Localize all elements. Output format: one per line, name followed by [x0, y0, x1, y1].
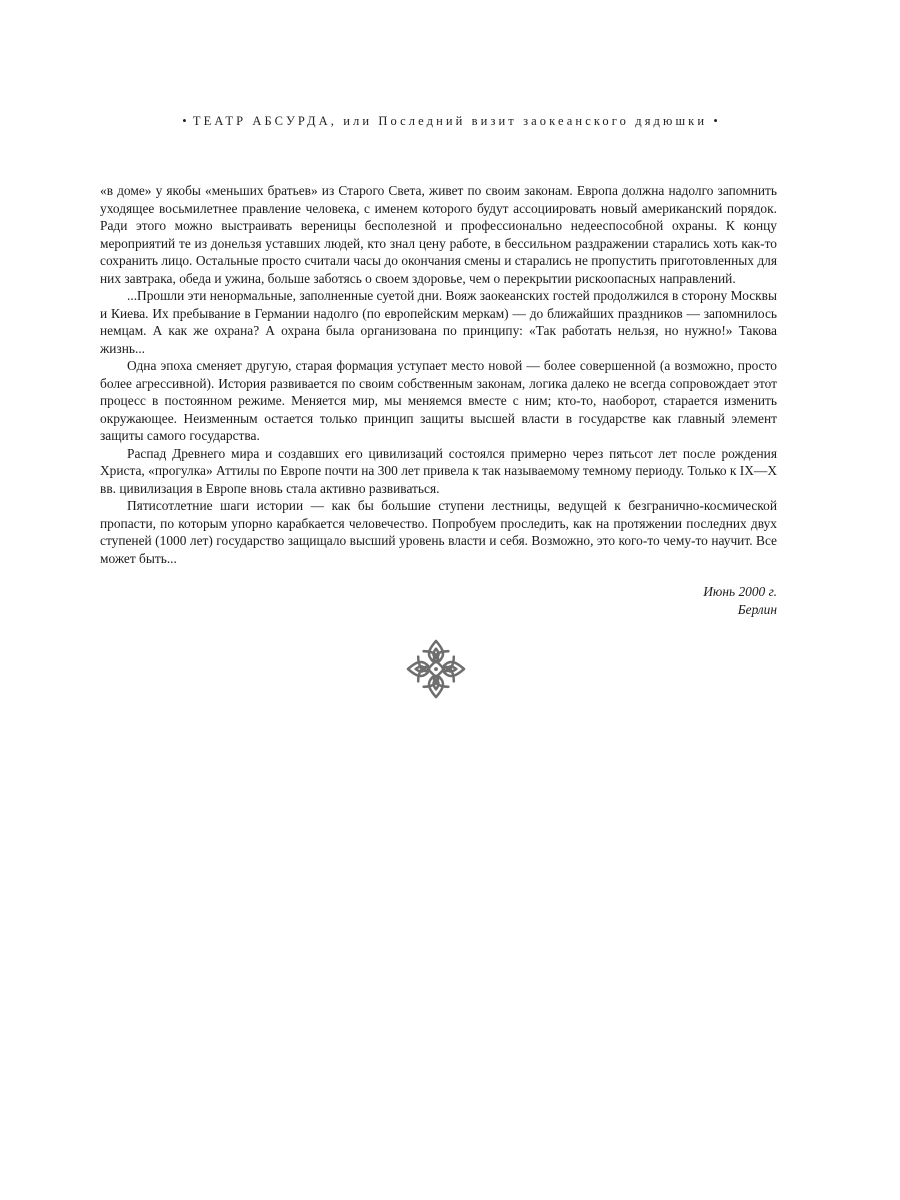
signature-date: Июнь 2000 г. — [703, 584, 777, 599]
running-head — [0, 114, 900, 129]
running-head-bullet-left: • — [182, 114, 187, 128]
signature-place: Берлин — [737, 601, 777, 617]
paragraph: ...Прошли эти ненормальные, заполненные суетой дни. Вояж заокеанских гостей продолжился в сторону Москвы и Киева. Их пребывание в Германии надолго (по европейским меркам) — до ближайших праздников — запомнилось немцам. А как же охрана? А охрана была организована по принципу: «Так работать нельзя, но нужно!» Такова жизнь... — [100, 288, 777, 356]
signature — [703, 583, 777, 618]
paragraph: Пятисотлетние шаги истории — как бы большие ступени лестницы, ведущей к безгранично-космической пропасти, по которым упорно карабкается человечество. Попробуем проследить, как на протяжении последних двух ступеней (1000 лет) государство защищало высший уровень власти и себя. Возможно, это кого-то чему-то научит. Все может быть... — [100, 498, 777, 566]
running-head-bullet-right: • — [713, 114, 718, 128]
celtic-knot-ornament-icon — [405, 637, 467, 701]
paragraph: Одна эпоха сменяет другую, старая формация уступает место новой — более совершенной (а возможно, просто более агрессивной). История развивается по своим собственным законам, логика далеко не всегда сопровождает этот процесс в постоянном режиме. Меняется мир, мы меняемся вместе с ним; кто-то, наоборот, старается изменить окружающее. Неизменным остается только принцип защиты высшей власти в государстве как главный элемент защиты самого государства. — [100, 358, 777, 443]
paragraph: «в доме» у якобы «меньших братьев» из Старого Света, живет по своим законам. Европа должна надолго запомнить уходящее восьмилетнее правление человека, с именем которого будут ассоциировать новый американский порядок. Ради этого можно выстраивать вереницы бесполезной и профессионально недееспособной охраны. К концу мероприятий те из донельзя уставших людей, кто знал цену работе, в бессильном раздражении старались хоть как-то сохранить лицо. Остальные просто считали часы до окончания смены и старались не пропустить приготовленных для них завтрака, обеда и ужина, больше заботясь о своем здоровье, чем о перекрытии рискоопасных направлений. — [100, 183, 777, 286]
running-head-title: ТЕАТР АБСУРДА, или Последний визит заокеанского дядюшки — [192, 114, 708, 128]
paragraph: Распад Древнего мира и создавших его цивилизаций состоялся примерно через пятьсот лет после рождения Христа, «прогулка» Аттилы по Европе почти на 300 лет привела к так называемому темному периоду. Только к IX—X вв. цивилизация в Европе вновь стала активно развиваться. — [100, 445, 777, 496]
body-text — [100, 182, 777, 567]
